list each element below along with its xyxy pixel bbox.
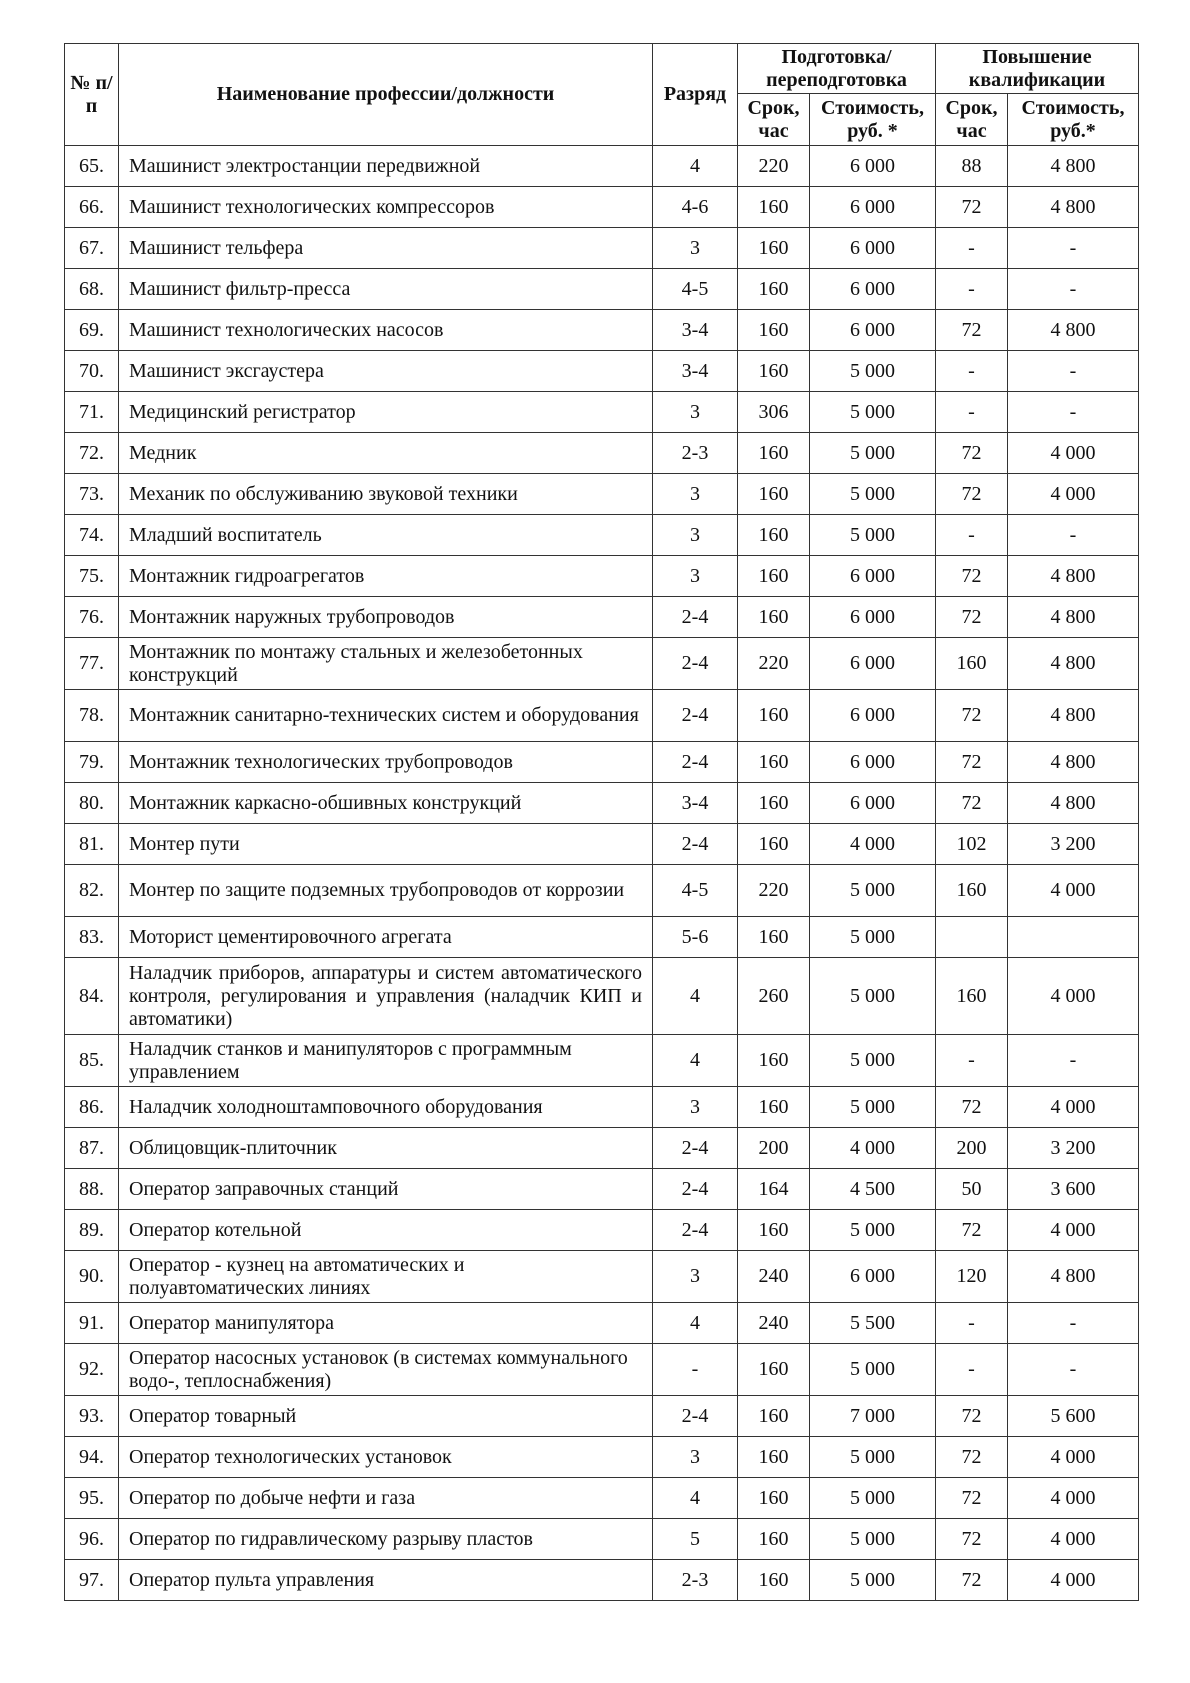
training-cost: 5 000 xyxy=(810,515,936,556)
profession-name: Оператор пульта управления xyxy=(119,1560,653,1601)
table-row xyxy=(65,1303,1139,1344)
profession-name: Наладчик приборов, аппаратуры и систем автоматического контроля, регулирования и управления (наладчик КИП и автоматики) xyxy=(119,958,653,1035)
row-number: 70. xyxy=(65,351,119,392)
rank: 5 xyxy=(653,1519,738,1560)
table-row xyxy=(65,1128,1139,1169)
row-number: 79. xyxy=(65,742,119,783)
rank: 5-6 xyxy=(653,917,738,958)
row-number: 91. xyxy=(65,1303,119,1344)
training-term: 160 xyxy=(738,824,810,865)
rank: 2-4 xyxy=(653,824,738,865)
training-term: 164 xyxy=(738,1169,810,1210)
table-row xyxy=(65,1210,1139,1251)
profession-name: Монтажник по монтажу стальных и железобетонных конструкций xyxy=(119,638,653,690)
profession-name: Оператор заправочных станций xyxy=(119,1169,653,1210)
table-row xyxy=(65,597,1139,638)
table-row xyxy=(65,1519,1139,1560)
table-row xyxy=(65,824,1139,865)
training-cost: 5 000 xyxy=(810,1560,936,1601)
qualification-cost: 4 000 xyxy=(1008,433,1139,474)
rank: 3 xyxy=(653,1437,738,1478)
row-number: 96. xyxy=(65,1519,119,1560)
profession-name: Машинист эксгаустера xyxy=(119,351,653,392)
row-number: 71. xyxy=(65,392,119,433)
profession-name: Наладчик станков и манипуляторов с программным управлением xyxy=(119,1035,653,1087)
profession-name: Монтажник наружных трубопроводов xyxy=(119,597,653,638)
rank: 2-4 xyxy=(653,1128,738,1169)
rank: 3-4 xyxy=(653,351,738,392)
qualification-cost: 4 000 xyxy=(1008,1437,1139,1478)
row-number: 66. xyxy=(65,187,119,228)
training-cost: 5 000 xyxy=(810,392,936,433)
qualification-cost: 4 000 xyxy=(1008,958,1139,1035)
training-term: 160 xyxy=(738,1560,810,1601)
qualification-term: 72 xyxy=(936,1519,1008,1560)
table-row xyxy=(65,958,1139,1035)
training-cost: 5 000 xyxy=(810,1344,936,1396)
table-row xyxy=(65,783,1139,824)
rank: 4 xyxy=(653,958,738,1035)
profession-name: Машинист технологических насосов xyxy=(119,310,653,351)
row-number: 82. xyxy=(65,865,119,917)
qualification-cost: 3 600 xyxy=(1008,1169,1139,1210)
qualification-term: - xyxy=(936,1303,1008,1344)
row-number: 89. xyxy=(65,1210,119,1251)
qualification-cost: - xyxy=(1008,228,1139,269)
training-term: 220 xyxy=(738,865,810,917)
row-number: 68. xyxy=(65,269,119,310)
qualification-cost: 4 000 xyxy=(1008,1560,1139,1601)
qualification-cost: 3 200 xyxy=(1008,1128,1139,1169)
qualification-term: 72 xyxy=(936,1437,1008,1478)
profession-name: Облицовщик-плиточник xyxy=(119,1128,653,1169)
table-row xyxy=(65,917,1139,958)
rank: 2-4 xyxy=(653,690,738,742)
table-row xyxy=(65,1437,1139,1478)
qualification-cost: 4 800 xyxy=(1008,690,1139,742)
rank: 4-5 xyxy=(653,865,738,917)
qualification-term: 72 xyxy=(936,690,1008,742)
training-cost: 5 000 xyxy=(810,474,936,515)
qualification-term: 120 xyxy=(936,1251,1008,1303)
row-number: 72. xyxy=(65,433,119,474)
training-term: 200 xyxy=(738,1128,810,1169)
training-cost: 6 000 xyxy=(810,690,936,742)
training-term: 160 xyxy=(738,556,810,597)
training-cost: 4 000 xyxy=(810,1128,936,1169)
training-term: 160 xyxy=(738,1519,810,1560)
rank: 4 xyxy=(653,146,738,187)
row-number: 78. xyxy=(65,690,119,742)
row-number: 85. xyxy=(65,1035,119,1087)
qualification-term: - xyxy=(936,228,1008,269)
qualification-cost: 4 800 xyxy=(1008,187,1139,228)
training-cost: 5 000 xyxy=(810,1087,936,1128)
row-number: 76. xyxy=(65,597,119,638)
training-cost: 6 000 xyxy=(810,742,936,783)
row-number: 97. xyxy=(65,1560,119,1601)
row-number: 80. xyxy=(65,783,119,824)
training-term: 160 xyxy=(738,269,810,310)
qualification-term: - xyxy=(936,1035,1008,1087)
qualification-cost: 4 800 xyxy=(1008,783,1139,824)
training-term: 160 xyxy=(738,1210,810,1251)
header-qualification: Повышение квалификации xyxy=(936,44,1139,94)
qualification-term: 72 xyxy=(936,433,1008,474)
profession-name: Моторист цементировочного агрегата xyxy=(119,917,653,958)
table-row xyxy=(65,638,1139,690)
row-number: 94. xyxy=(65,1437,119,1478)
qualification-cost: - xyxy=(1008,392,1139,433)
row-number: 69. xyxy=(65,310,119,351)
qualification-cost: 4 800 xyxy=(1008,597,1139,638)
training-term: 160 xyxy=(738,433,810,474)
training-cost: 5 000 xyxy=(810,1210,936,1251)
qualification-term: 88 xyxy=(936,146,1008,187)
row-number: 87. xyxy=(65,1128,119,1169)
rank: 2-3 xyxy=(653,433,738,474)
table-row xyxy=(65,865,1139,917)
qualification-cost: - xyxy=(1008,515,1139,556)
row-number: 93. xyxy=(65,1396,119,1437)
profession-name: Оператор манипулятора xyxy=(119,1303,653,1344)
profession-name: Монтер по защите подземных трубопроводов от коррозии xyxy=(119,865,653,917)
qualification-term: 72 xyxy=(936,474,1008,515)
table-row xyxy=(65,515,1139,556)
rank: 3-4 xyxy=(653,783,738,824)
training-term: 160 xyxy=(738,742,810,783)
table-row xyxy=(65,351,1139,392)
rank: 4 xyxy=(653,1303,738,1344)
table-row xyxy=(65,1087,1139,1128)
training-cost: 4 500 xyxy=(810,1169,936,1210)
profession-name: Оператор - кузнец на автоматических и полуавтоматических линиях xyxy=(119,1251,653,1303)
row-number: 81. xyxy=(65,824,119,865)
rank: 4-5 xyxy=(653,269,738,310)
rank: 2-4 xyxy=(653,638,738,690)
qualification-cost: 4 000 xyxy=(1008,865,1139,917)
rank: 2-4 xyxy=(653,1396,738,1437)
qualification-cost: 4 000 xyxy=(1008,1519,1139,1560)
profession-name: Оператор насосных установок (в системах коммунального водо-, теплоснабжения) xyxy=(119,1344,653,1396)
profession-name: Монтажник технологических трубопроводов xyxy=(119,742,653,783)
training-cost: 6 000 xyxy=(810,638,936,690)
qualification-cost: - xyxy=(1008,1303,1139,1344)
qualification-term: - xyxy=(936,351,1008,392)
qualification-term: 160 xyxy=(936,638,1008,690)
training-cost: 7 000 xyxy=(810,1396,936,1437)
rank: 3 xyxy=(653,474,738,515)
qualification-cost: - xyxy=(1008,1344,1139,1396)
table-row xyxy=(65,1478,1139,1519)
table-row xyxy=(65,474,1139,515)
header-training-term: Срок, час xyxy=(738,94,810,146)
row-number: 86. xyxy=(65,1087,119,1128)
training-term: 160 xyxy=(738,351,810,392)
table-row xyxy=(65,310,1139,351)
training-term: 160 xyxy=(738,597,810,638)
row-number: 92. xyxy=(65,1344,119,1396)
profession-name: Машинист электростанции передвижной xyxy=(119,146,653,187)
training-cost: 6 000 xyxy=(810,597,936,638)
training-term: 306 xyxy=(738,392,810,433)
qualification-cost: 4 000 xyxy=(1008,1087,1139,1128)
header-qual-term: Срок, час xyxy=(936,94,1008,146)
qualification-term: 200 xyxy=(936,1128,1008,1169)
table-row xyxy=(65,1169,1139,1210)
training-cost: 6 000 xyxy=(810,556,936,597)
table-row xyxy=(65,1560,1139,1601)
rank: 4-6 xyxy=(653,187,738,228)
training-cost: 5 500 xyxy=(810,1303,936,1344)
rank: 3 xyxy=(653,515,738,556)
training-cost: 5 000 xyxy=(810,1519,936,1560)
profession-name: Оператор по гидравлическому разрыву пластов xyxy=(119,1519,653,1560)
qualification-cost: - xyxy=(1008,1035,1139,1087)
training-term: 160 xyxy=(738,1396,810,1437)
row-number: 90. xyxy=(65,1251,119,1303)
qualification-cost: 4 000 xyxy=(1008,1210,1139,1251)
training-term: 160 xyxy=(738,917,810,958)
qualification-term: 102 xyxy=(936,824,1008,865)
row-number: 75. xyxy=(65,556,119,597)
qualification-cost: 4 800 xyxy=(1008,638,1139,690)
rank: 2-4 xyxy=(653,597,738,638)
training-term: 240 xyxy=(738,1303,810,1344)
row-number: 88. xyxy=(65,1169,119,1210)
table-row xyxy=(65,146,1139,187)
rank: 2-3 xyxy=(653,1560,738,1601)
row-number: 73. xyxy=(65,474,119,515)
training-cost: 6 000 xyxy=(810,187,936,228)
qualification-term: 72 xyxy=(936,783,1008,824)
training-term: 160 xyxy=(738,1035,810,1087)
qualification-term: 160 xyxy=(936,865,1008,917)
training-term: 160 xyxy=(738,228,810,269)
training-cost: 5 000 xyxy=(810,351,936,392)
table-row xyxy=(65,1035,1139,1087)
table-row xyxy=(65,1344,1139,1396)
profession-name: Оператор товарный xyxy=(119,1396,653,1437)
row-number: 83. xyxy=(65,917,119,958)
rank: 3 xyxy=(653,1251,738,1303)
training-cost: 6 000 xyxy=(810,1251,936,1303)
qualification-term: - xyxy=(936,269,1008,310)
training-term: 160 xyxy=(738,187,810,228)
training-term: 160 xyxy=(738,1437,810,1478)
row-number: 77. xyxy=(65,638,119,690)
qualification-term: - xyxy=(936,1344,1008,1396)
row-number: 67. xyxy=(65,228,119,269)
training-cost: 5 000 xyxy=(810,1437,936,1478)
profession-name: Механик по обслуживанию звуковой техники xyxy=(119,474,653,515)
profession-name: Младший воспитатель xyxy=(119,515,653,556)
training-term: 160 xyxy=(738,515,810,556)
qualification-cost: 5 600 xyxy=(1008,1396,1139,1437)
training-cost: 5 000 xyxy=(810,917,936,958)
training-term: 160 xyxy=(738,690,810,742)
training-term: 160 xyxy=(738,474,810,515)
rank: 3 xyxy=(653,228,738,269)
table-row xyxy=(65,1396,1139,1437)
qualification-term: 72 xyxy=(936,1210,1008,1251)
qualification-term xyxy=(936,917,1008,958)
qualification-term: 72 xyxy=(936,187,1008,228)
header-rank: Разряд xyxy=(653,44,738,146)
qualification-term: - xyxy=(936,392,1008,433)
qualification-cost: 4 000 xyxy=(1008,474,1139,515)
rank: 3-4 xyxy=(653,310,738,351)
qualification-term: 72 xyxy=(936,1087,1008,1128)
qualification-term: 72 xyxy=(936,310,1008,351)
header-qual-cost: Стоимость, руб.* xyxy=(1008,94,1139,146)
profession-name: Машинист фильтр-пресса xyxy=(119,269,653,310)
qualification-term: 160 xyxy=(936,958,1008,1035)
rank: 3 xyxy=(653,556,738,597)
table-row xyxy=(65,690,1139,742)
table-row xyxy=(65,433,1139,474)
table-row xyxy=(65,742,1139,783)
rank: 4 xyxy=(653,1035,738,1087)
training-cost: 4 000 xyxy=(810,824,936,865)
training-term: 220 xyxy=(738,638,810,690)
qualification-cost: - xyxy=(1008,269,1139,310)
training-term: 260 xyxy=(738,958,810,1035)
header-row xyxy=(65,44,1139,94)
qualification-cost: 4 800 xyxy=(1008,310,1139,351)
profession-name: Монтажник санитарно-технических систем и оборудования xyxy=(119,690,653,742)
header-training: Подготовка/ переподготовка xyxy=(738,44,936,94)
qualification-cost: 4 800 xyxy=(1008,1251,1139,1303)
rank: 3 xyxy=(653,1087,738,1128)
rank: 3 xyxy=(653,392,738,433)
profession-name: Машинист тельфера xyxy=(119,228,653,269)
training-term: 220 xyxy=(738,146,810,187)
training-term: 160 xyxy=(738,1087,810,1128)
training-cost: 5 000 xyxy=(810,433,936,474)
rank: 2-4 xyxy=(653,1210,738,1251)
professions-table xyxy=(64,43,1139,1601)
profession-name: Оператор технологических установок xyxy=(119,1437,653,1478)
profession-name: Наладчик холодноштамповочного оборудования xyxy=(119,1087,653,1128)
profession-name: Медник xyxy=(119,433,653,474)
rank: - xyxy=(653,1344,738,1396)
row-number: 74. xyxy=(65,515,119,556)
profession-name: Монтажник каркасно-обшивных конструкций xyxy=(119,783,653,824)
row-number: 95. xyxy=(65,1478,119,1519)
row-number: 84. xyxy=(65,958,119,1035)
table-row xyxy=(65,392,1139,433)
qualification-cost: 4 800 xyxy=(1008,742,1139,783)
profession-name: Монтер пути xyxy=(119,824,653,865)
profession-name: Монтажник гидроагрегатов xyxy=(119,556,653,597)
header-num: № п/п xyxy=(65,44,119,146)
training-cost: 6 000 xyxy=(810,310,936,351)
header-training-cost: Стоимость, руб. * xyxy=(810,94,936,146)
training-cost: 5 000 xyxy=(810,1035,936,1087)
qualification-term: 72 xyxy=(936,597,1008,638)
qualification-cost xyxy=(1008,917,1139,958)
qualification-term: 72 xyxy=(936,1560,1008,1601)
training-cost: 6 000 xyxy=(810,269,936,310)
qualification-term: 72 xyxy=(936,556,1008,597)
document-page xyxy=(64,43,1138,1601)
training-cost: 6 000 xyxy=(810,228,936,269)
rank: 2-4 xyxy=(653,1169,738,1210)
training-cost: 6 000 xyxy=(810,783,936,824)
training-term: 160 xyxy=(738,310,810,351)
qualification-cost: 4 800 xyxy=(1008,556,1139,597)
training-term: 160 xyxy=(738,1344,810,1396)
profession-name: Оператор котельной xyxy=(119,1210,653,1251)
qualification-term: 72 xyxy=(936,742,1008,783)
training-term: 160 xyxy=(738,1478,810,1519)
training-term: 240 xyxy=(738,1251,810,1303)
qualification-term: 72 xyxy=(936,1478,1008,1519)
rank: 2-4 xyxy=(653,742,738,783)
table-row xyxy=(65,187,1139,228)
header-name: Наименование профессии/должности xyxy=(119,44,653,146)
row-number: 65. xyxy=(65,146,119,187)
table-row xyxy=(65,228,1139,269)
table-row xyxy=(65,269,1139,310)
qualification-cost: 3 200 xyxy=(1008,824,1139,865)
profession-name: Машинист технологических компрессоров xyxy=(119,187,653,228)
table-row xyxy=(65,1251,1139,1303)
training-cost: 5 000 xyxy=(810,1478,936,1519)
qualification-cost: 4 800 xyxy=(1008,146,1139,187)
profession-name: Медицинский регистратор xyxy=(119,392,653,433)
qualification-cost: - xyxy=(1008,351,1139,392)
training-cost: 5 000 xyxy=(810,958,936,1035)
rank: 4 xyxy=(653,1478,738,1519)
table-body xyxy=(65,146,1139,1601)
training-term: 160 xyxy=(738,783,810,824)
qualification-term: - xyxy=(936,515,1008,556)
qualification-term: 50 xyxy=(936,1169,1008,1210)
training-cost: 6 000 xyxy=(810,146,936,187)
qualification-cost: 4 000 xyxy=(1008,1478,1139,1519)
qualification-term: 72 xyxy=(936,1396,1008,1437)
table-row xyxy=(65,556,1139,597)
profession-name: Оператор по добыче нефти и газа xyxy=(119,1478,653,1519)
training-cost: 5 000 xyxy=(810,865,936,917)
